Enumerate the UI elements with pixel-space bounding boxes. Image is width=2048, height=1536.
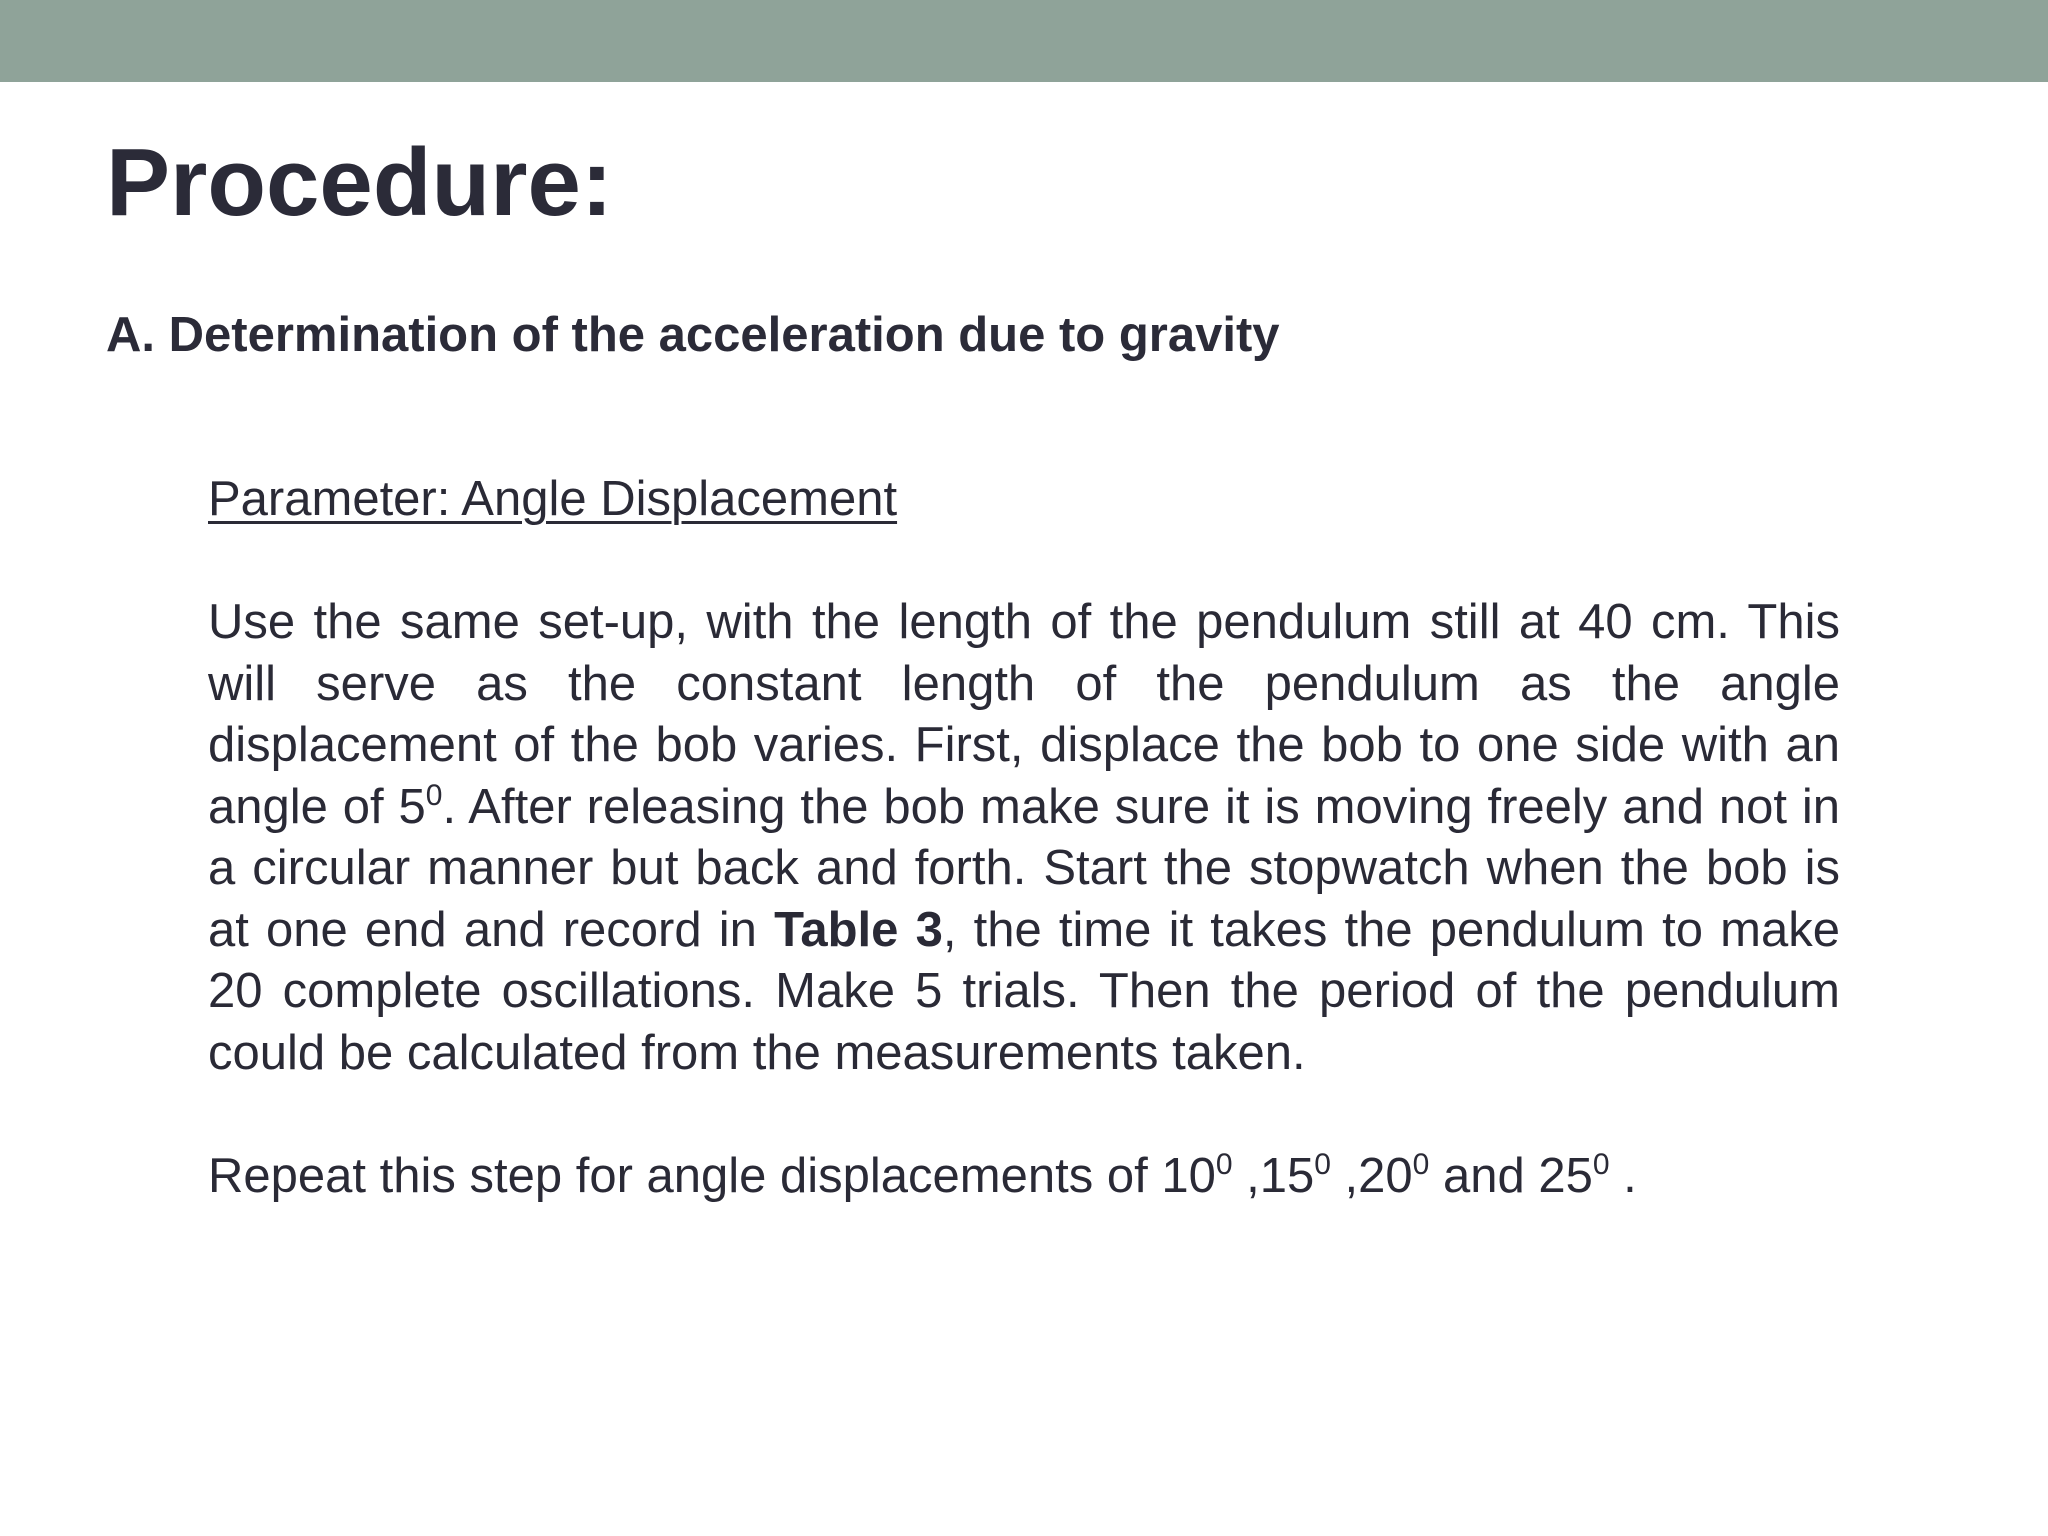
table-reference: Table 3 bbox=[774, 902, 943, 957]
header-band bbox=[0, 0, 2048, 82]
paragraph-text-3: , the time it takes the pendulum to make 20 complete oscillations. Make 5 trials. Then the period of the pendulum could be calculated from the measurements taken. bbox=[208, 902, 1840, 1080]
repeat-text-suffix: . bbox=[1609, 1149, 1637, 1203]
slide-title: Procedure: bbox=[106, 129, 613, 236]
degree-superscript: 0 bbox=[1215, 1148, 1233, 1181]
repeat-text: ,15 bbox=[1232, 1149, 1315, 1203]
parameter-label: Parameter: Angle Displacement bbox=[208, 472, 898, 526]
degree-superscript: 0 bbox=[1314, 1148, 1331, 1181]
paragraph-text-1: Use the same set-up, with the length of the pendulum still at 40 cm. This will serve as the constant length of the pendulum as the angle displacement of the bob varies. First, displace the bob to one side with an angle of 5 bbox=[208, 595, 1840, 834]
repeat-instruction bbox=[208, 1146, 1840, 1208]
repeat-text: ,20 bbox=[1330, 1149, 1413, 1203]
degree-superscript: 0 bbox=[425, 778, 443, 812]
procedure-paragraph bbox=[208, 592, 1840, 1084]
paragraph-text-2: . After releasing the bob make sure it is moving freely and not in a circular manner but back and forth. Start the stopwatch when the bob is at one end and record in bbox=[208, 779, 1840, 957]
degree-superscript: 0 bbox=[1592, 1148, 1610, 1181]
repeat-text-prefix: Repeat this step for angle displacements of 10 bbox=[208, 1149, 1216, 1203]
repeat-text: and 25 bbox=[1429, 1149, 1593, 1203]
degree-superscript: 0 bbox=[1412, 1148, 1430, 1181]
section-heading: A. Determination of the acceleration due to gravity bbox=[106, 308, 1280, 362]
